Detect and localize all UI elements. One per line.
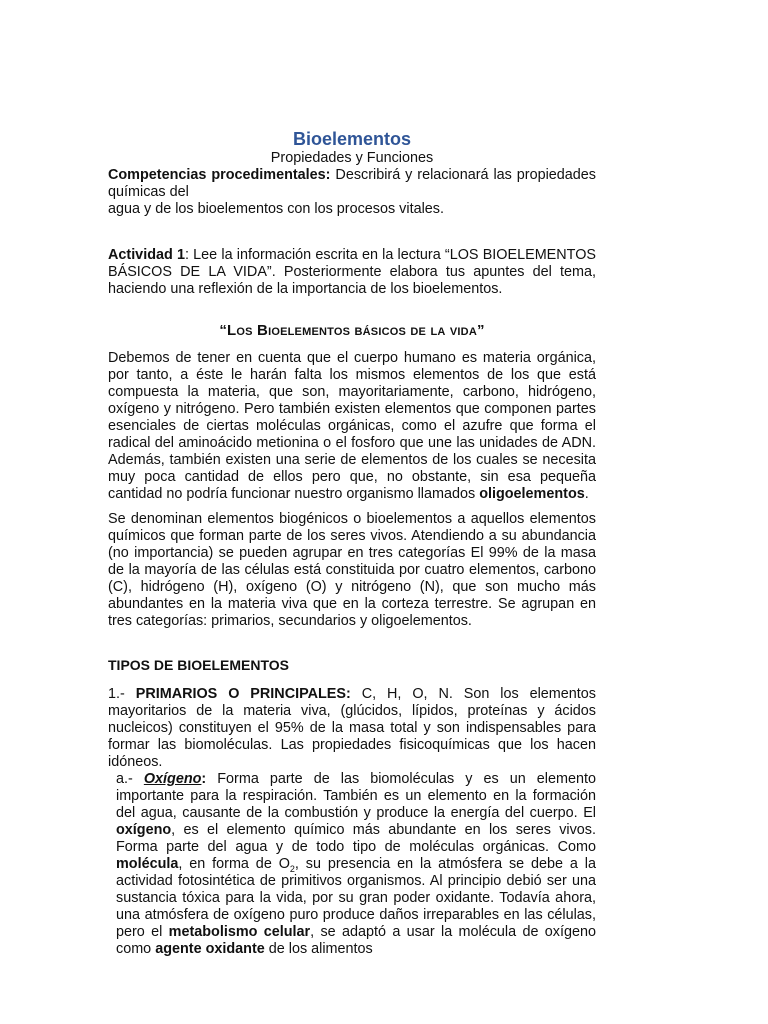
oxigeno-text-4: , su presencia en la atmósfera se debe a la actividad fotosintética de primitivos organismos. Al principio debió ser una sustancia tóxica para la vida, por su gran poder oxidante. Todavía ahora, una atmósfera de oxígeno puro produce daños irreparables en las células, pero el bbox=[116, 856, 596, 940]
agente-oxidante-term: agente oxidante bbox=[155, 941, 265, 957]
page-title: Bioelementos bbox=[292, 129, 412, 149]
oxigeno-text-1: Forma parte de las biomoléculas y es un elemento importante para la respiración. También es un elemento en la formación del agua, causante de la combustión y produce la energía del cuerpo. El bbox=[116, 771, 596, 821]
competencias-paragraph bbox=[108, 167, 596, 201]
oxigeno-paragraph bbox=[116, 771, 596, 958]
oxigeno-label: Oxígeno bbox=[143, 771, 202, 787]
primarios-text: C, H, O, N. Son los elementos mayoritarios de la materia viva, (glúcidos, lípidos, proteínas y ácidos nucleicos) constituyen el 95% de la masa total y son indispensables para formar las biomoléculas. Las propiedades fisicoquímicas que los hacen idóneos. bbox=[108, 686, 596, 770]
competencias-label: Competencias procedimentales: bbox=[108, 167, 331, 183]
primarios-paragraph bbox=[108, 686, 596, 771]
paragraph-1-text: Debemos de tener en cuenta que el cuerpo humano es materia orgánica, por tanto, a éste le harán falta los mismos elementos de los que está compuesta la materia, que son, mayoritariamente, carbono, hidrógeno, oxígeno y nitrógeno. Pero también existen elementos que componen partes esenciales de ciertas moléculas orgánicas, como el azufre que forma el radical del aminoácido metionina o el fosforo que une las unidades de ADN. Además, también existen una serie de elementos de los cuales se necesita muy poca cantidad de ellos pero que, no obstante, sin esa pequeña cantidad no podría funcionar nuestro organismo llamados bbox=[108, 350, 596, 502]
oligoelementos-term: oligoelementos bbox=[479, 486, 585, 502]
reading-title: “Los Bioelementos básicos de la vida” bbox=[219, 322, 485, 339]
body-paragraph-1 bbox=[108, 350, 596, 503]
oxigeno-text-2: , es el elemento químico más abundante en los seres vivos. Forma parte del agua y de todo tipo de moléculas orgánicas. Como bbox=[116, 822, 596, 855]
molecula-term: molécula bbox=[116, 856, 179, 872]
actividad-label: Actividad 1 bbox=[108, 247, 185, 263]
actividad-paragraph bbox=[108, 247, 596, 298]
oxigeno-colon: : bbox=[201, 771, 207, 787]
actividad-text: : Lee la información escrita en la lectura “LOS BIOELEMENTOS BÁSICOS DE LA VIDA”. Posteriormente elabora tus apuntes del tema, haciendo una reflexión de la importancia de los bioelementos. bbox=[108, 247, 596, 297]
section-heading: TIPOS DE BIOELEMENTOS bbox=[108, 657, 289, 673]
oxigeno-text-6: de los alimentos bbox=[264, 941, 373, 957]
primarios-label: PRIMARIOS O PRINCIPALES: bbox=[135, 686, 351, 702]
body-paragraph-2: Se denominan elementos biogénicos o bioelementos a aquellos elementos químicos que forman parte de los seres vivos. Atendiendo a su abundancia (no importancia) se pueden agrupar en tres categorías El 99% de la masa de la mayoría de las células está constituida por cuatro elementos, carbono (C), hidrógeno (H), oxígeno (O) y nitrógeno (N), que son mucho más abundantes en la materia viva que en la corteza terrestre. Se agrupan en tres categorías: primarios, secundarios y oligoelementos. bbox=[108, 511, 596, 629]
metabolismo-term: metabolismo celular bbox=[168, 924, 311, 940]
competencias-text-1: Describirá y relacionará las propiedades químicas del bbox=[108, 167, 596, 200]
page-subtitle: Propiedades y Funciones bbox=[270, 150, 434, 166]
oxigeno-bold-1: oxígeno bbox=[116, 822, 172, 838]
primarios-prefix: 1.- bbox=[108, 686, 136, 702]
o2-subscript: 2 bbox=[289, 863, 295, 874]
document-content bbox=[108, 128, 596, 958]
paragraph-1-end: . bbox=[584, 486, 589, 502]
oxigeno-text-3: , en forma de O bbox=[178, 856, 290, 872]
oxigeno-text-5: , se adaptó a usar la molécula de oxígeno como bbox=[116, 924, 596, 957]
competencias-paragraph-2: agua y de los bioelementos con los procesos vitales. bbox=[108, 201, 444, 217]
oxigeno-prefix: a.- bbox=[116, 771, 144, 787]
